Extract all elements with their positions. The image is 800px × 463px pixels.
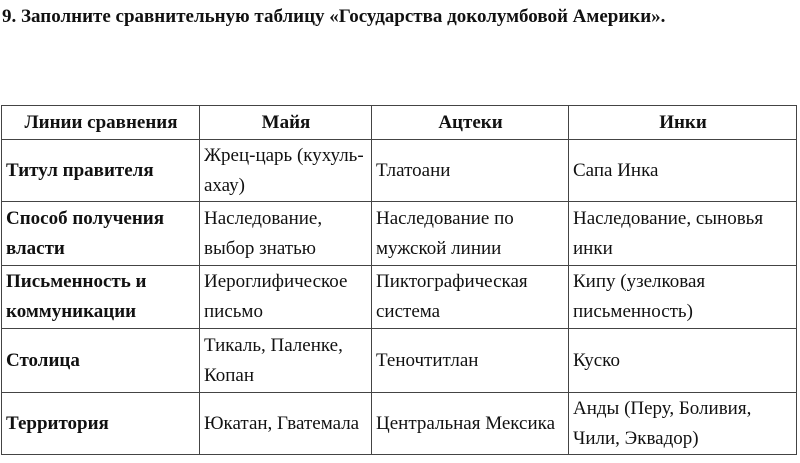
row-label: Территория — [2, 393, 200, 455]
table-header-row — [2, 106, 797, 140]
maya-cell: Тикаль, Паленке, Копан — [200, 329, 372, 393]
row-label: Титул правителя — [2, 140, 200, 202]
incas-cell: Кипу (узелковая письменность) — [569, 266, 797, 329]
header-maya: Майя — [200, 106, 372, 140]
row-label: Способ получения власти — [2, 202, 200, 266]
aztecs-cell: Наследование по мужской линии — [372, 202, 569, 266]
incas-cell: Наследование, сыновья инки — [569, 202, 797, 266]
header-comparison-lines: Линии сравнения — [2, 106, 200, 140]
incas-cell: Куско — [569, 329, 797, 393]
maya-cell: Иероглифическое письмо — [200, 266, 372, 329]
aztecs-cell: Центральная Мексика — [372, 393, 569, 455]
aztecs-cell: Пиктографическая система — [372, 266, 569, 329]
table-row — [2, 202, 797, 266]
table-row — [2, 393, 797, 455]
header-incas: Инки — [569, 106, 797, 140]
task-title: 9. Заполните сравнительную таблицу «Государства доколумбовой Америки». — [2, 6, 666, 27]
incas-cell: Сапа Инка — [569, 140, 797, 202]
aztecs-cell: Теночтитлан — [372, 329, 569, 393]
header-aztecs: Ацтеки — [372, 106, 569, 140]
comparison-table — [1, 105, 797, 455]
maya-cell: Жрец-царь (кухуль-ахау) — [200, 140, 372, 202]
row-label: Столица — [2, 329, 200, 393]
row-label: Письменность и коммуникации — [2, 266, 200, 329]
table-row — [2, 140, 797, 202]
maya-cell: Юкатан, Гватемала — [200, 393, 372, 455]
maya-cell: Наследование, выбор знатью — [200, 202, 372, 266]
aztecs-cell: Тлатоани — [372, 140, 569, 202]
table-row — [2, 266, 797, 329]
table-row — [2, 329, 797, 393]
incas-cell: Анды (Перу, Боливия, Чили, Эквадор) — [569, 393, 797, 455]
